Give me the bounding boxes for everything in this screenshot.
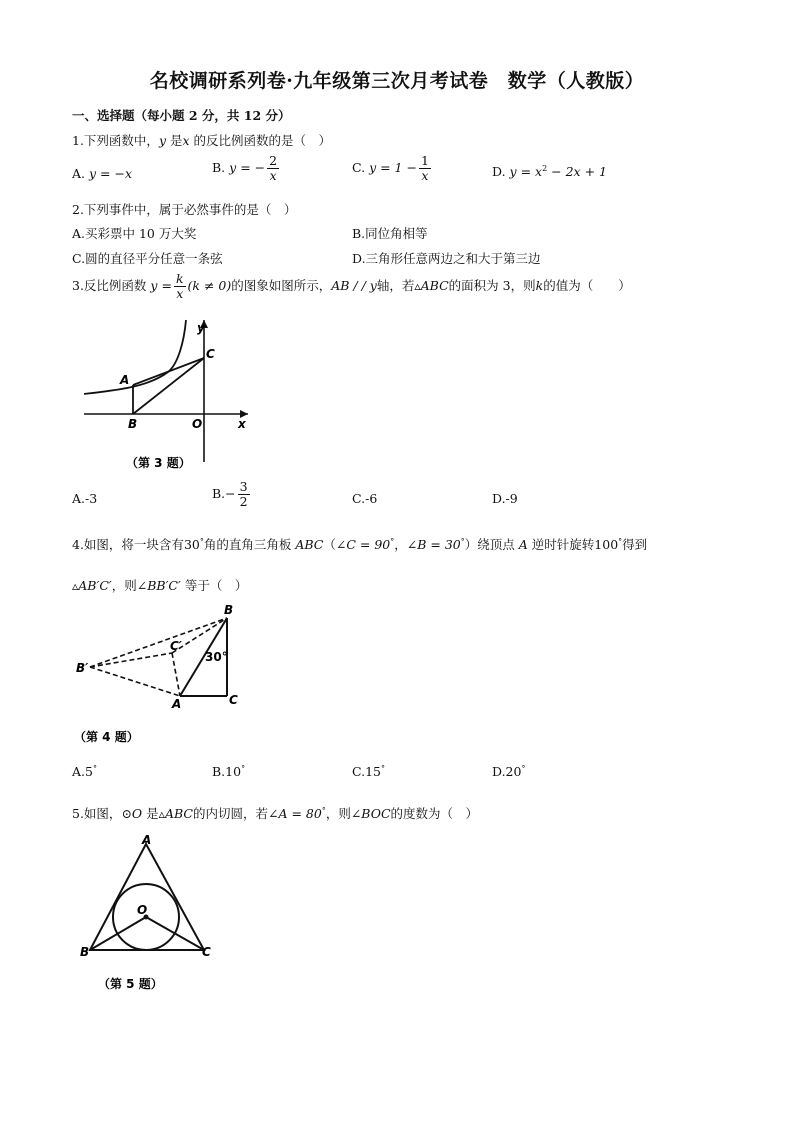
question-1-option-c[interactable]: C. y = 1 − $\frac{1}{x}$ [352, 153, 429, 183]
question-5-stem: 5.如图，⊙O 是▵ABC的内切圆，若∠A = 80°，则∠BOC的度数为（ ） [72, 805, 479, 821]
question-2-option-b[interactable]: B.同位角相等 [352, 226, 428, 241]
segment-b1a [90, 667, 180, 696]
segment-b1c1 [90, 653, 172, 667]
question-4-stem-line2: ▵AB′C′，则∠BB′C′ 等于（ ） [72, 578, 248, 593]
question-4-option-c[interactable]: C.15° [352, 764, 385, 780]
label-y: y [197, 321, 205, 335]
label-b1: B′ [76, 661, 89, 675]
segment-c1a [172, 653, 180, 696]
fraction: $\frac{1}{x}$ [420, 153, 429, 183]
question-1-option-a[interactable]: A. y = −x [72, 166, 133, 181]
question-3-option-a[interactable]: A.-3 [72, 491, 98, 506]
triangle-abc [90, 844, 204, 950]
page-title: 名校调研系列卷·九年级第三次月考试卷 数学（人教版） [149, 70, 645, 92]
question-2-option-a[interactable]: A.买彩票中 10 万大奖 [72, 226, 197, 241]
label-a: A [172, 697, 182, 711]
fraction: $\frac{k}{x}$ [175, 271, 184, 301]
question-5-figure [76, 832, 226, 994]
fraction: $\frac{3}{2}$ [239, 479, 248, 509]
segment-bc [133, 358, 204, 414]
figure-caption: （第 3 题） [126, 456, 191, 470]
label-x: x [238, 417, 246, 431]
label-o: O [137, 903, 148, 917]
question-3-stem: 3.反比例函数 y = $\frac{k}{x}$ (k ≠ 0)的图象如图所示，AB / / y轴，若▵ABC的面积为 3，则k的值为（ ） [72, 271, 631, 301]
question-3-option-b[interactable]: B.− $\frac{3}{2}$ [212, 479, 248, 509]
label-30-degrees: 30° [205, 650, 228, 664]
segment-ac [133, 358, 204, 385]
question-1-option-b[interactable]: B. y = − $\frac{2}{x}$ [212, 153, 278, 183]
question-4-option-a[interactable]: A.5° [72, 764, 97, 780]
question-4-figure [72, 600, 252, 748]
label-c: C [202, 945, 211, 959]
question-3-option-d[interactable]: D.-9 [492, 491, 518, 506]
figure-caption: （第 5 题） [98, 977, 163, 991]
label-c: C [229, 693, 238, 707]
label-b: B [224, 603, 234, 617]
question-2-option-c[interactable]: C.圆的直径平分任意一条弦 [72, 251, 223, 266]
section-heading: 一、选择题（每小题 2 分，共 12 分） [72, 108, 291, 123]
question-2-stem: 2.下列事件中，属于必然事件的是（ ） [72, 202, 297, 217]
question-1-stem: 1.下列函数中，y 是x 的反比例函数的是（ ） [72, 133, 332, 148]
figure-caption: （第 4 题） [74, 730, 139, 744]
fraction: $\frac{2}{x}$ [269, 153, 278, 183]
label-o: O [192, 417, 203, 431]
question-3-option-c[interactable]: C.-6 [352, 491, 378, 506]
question-3-figure [78, 312, 258, 472]
label-c1: C′ [170, 639, 182, 653]
question-4-option-d[interactable]: D.20° [492, 764, 526, 780]
hyperbola-curve [84, 320, 186, 394]
question-4-stem: 4.如图，将一块含有30°角的直角三角板 ABC（∠C = 90°，∠B = 30°）绕顶点 A 逆时针旋转100°得到 [72, 536, 648, 552]
question-4-option-b[interactable]: B.10° [212, 764, 246, 780]
label-b: B [80, 945, 90, 959]
question-1-option-d[interactable]: D. $y = x^2 - 2x + 1$ [492, 164, 607, 180]
label-a: A [142, 833, 152, 847]
question-2-option-d[interactable]: D.三角形任意两边之和大于第三边 [352, 251, 541, 266]
label-b: B [128, 417, 138, 431]
label-a: A [120, 373, 130, 387]
label-c: C [206, 347, 215, 361]
